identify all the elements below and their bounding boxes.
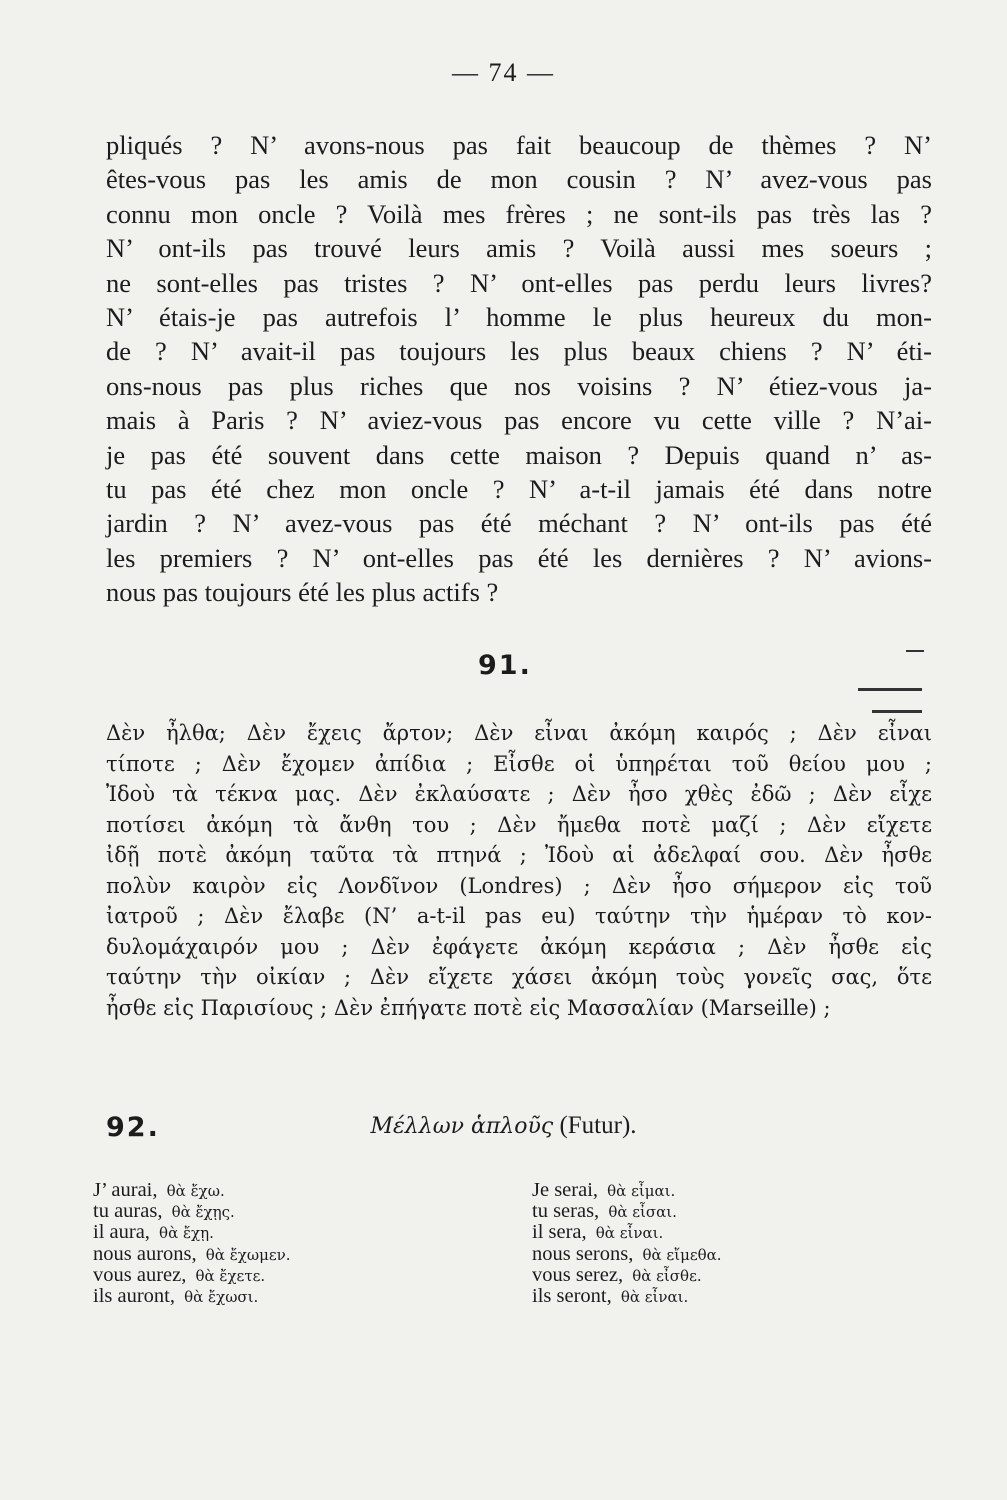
text-line: N’ étais-je pas autrefois l’ homme le plus heureux du mon- — [106, 301, 932, 332]
french-exercise-paragraph — [106, 128, 932, 609]
text-line: connu mon oncle ? Voilà mes frères ; ne sont-ils pas très las ? — [106, 198, 932, 229]
text-line: ἰδῇ ποτὲ ἀκόμη ταῦτα τὰ πτηνά ; Ἰδοὺ αἱ ἀδελφαί σου. Δὲν ἦσθε — [106, 843, 932, 867]
conjugation-row — [93, 1265, 290, 1286]
french-form: il sera, — [532, 1221, 587, 1244]
conjugation-etre — [532, 1180, 722, 1307]
greek-form: θὰ ἔχετε. — [195, 1266, 266, 1285]
french-form: ils auront, — [93, 1284, 175, 1307]
french-form: ils seront, — [532, 1284, 612, 1307]
greek-form: θὰ εἶναι. — [620, 1287, 689, 1306]
conjugation-row — [93, 1180, 290, 1201]
french-form: vous aurez, — [93, 1263, 187, 1286]
text-line: ποτίσει ἀκόμη τὰ ἄνθη του ; Δὲν ἤμεθα ποτὲ μαζί ; Δὲν εἴχετε — [106, 812, 932, 837]
greek-form: θὰ ἔχωμεν. — [205, 1245, 291, 1264]
greek-form: θὰ εἶμαι. — [607, 1182, 676, 1200]
text-line: mais à Paris ? N’ aviez-vous pas encore vu cette ville ? N’ai- — [106, 405, 932, 436]
conjugation-row — [532, 1180, 722, 1201]
text-line: ἰατροῦ ; Δὲν ἔλαβε (N’ a-t-il pas eu) ταύτην τὴν ἡμέραν τὸ κον- — [106, 904, 932, 928]
margin-mark — [872, 710, 922, 713]
margin-mark — [858, 688, 922, 691]
conjugation-row — [532, 1286, 722, 1307]
section-91-number: 91. — [478, 650, 532, 681]
conjugation-avoir — [93, 1180, 290, 1307]
conjugation-row — [93, 1244, 290, 1265]
future-title-greek: Μέλλων ἁπλοῦς — [370, 1114, 554, 1139]
greek-form: θὰ εἶσθε. — [632, 1266, 702, 1285]
text-line: les premiers ? N’ ont-elles pas été les dernières ? N’ avions- — [106, 542, 932, 573]
text-line: δυλομάχαιρόν μου ; Δὲν ἐφάγετε ἀκόμη κεράσια ; Δὲν ἦσθε εἰς — [106, 934, 932, 959]
conjugation-row — [532, 1222, 722, 1243]
french-form: J’ aurai, — [93, 1179, 158, 1201]
conjugation-row — [532, 1265, 722, 1286]
text-line: jardin ? N’ avez-vous pas été méchant ? N’ ont-ils pas été — [106, 508, 932, 539]
conjugation-row — [93, 1201, 290, 1222]
french-form: nous aurons, — [93, 1242, 197, 1265]
conjugation-row — [93, 1286, 290, 1307]
section-92-title — [0, 1112, 1007, 1140]
french-form: Je serai, — [532, 1179, 599, 1201]
greek-form: θὰ ἔχῃ. — [159, 1224, 214, 1243]
french-form: tu seras, — [532, 1200, 600, 1223]
text-line: ταύτην τὴν οἰκίαν ; Δὲν εἴχετε χάσει ἀκόμη τοὺς γονεῖς σας, ὅτε — [106, 965, 932, 989]
text-line: Δὲν ἦλθα; Δὲν ἔχεις ἄρτον; Δὲν εἶναι ἀκόμη καιρός ; Δὲν εἶναι — [106, 721, 932, 745]
text-line: je pas été souvent dans cette maison ? Depuis quand n’ as- — [106, 439, 932, 470]
french-form: il aura, — [93, 1221, 150, 1244]
french-form: tu auras, — [93, 1200, 163, 1223]
french-form: vous serez, — [532, 1263, 624, 1286]
conjugation-row — [93, 1222, 290, 1243]
greek-form: θὰ ἔχῃς. — [171, 1203, 235, 1222]
text-line: nous pas toujours été les plus actifs ? — [106, 577, 499, 608]
text-line: de ? N’ avait-il pas toujours les plus beaux chiens ? N’ éti- — [106, 336, 932, 367]
french-form: nous serons, — [532, 1242, 634, 1265]
greek-form: θὰ εἶναι. — [595, 1224, 664, 1243]
text-line: êtes-vous pas les amis de mon cousin ? N’ avez-vous pas — [106, 164, 932, 195]
greek-exercise-paragraph — [106, 718, 932, 1023]
text-line: ἦσθε εἰς Παρισίους ; Δὲν ἐπήγατε ποτὲ εἰς Μασσαλίαν (Marseille) ; — [106, 995, 831, 1020]
text-line: πολὺν καιρὸν εἰς Λονδῖνον (Londres) ; Δὲν ἦσο σήμερον εἰς τοῦ — [106, 873, 932, 898]
text-line: tu pas été chez mon oncle ? N’ a-t-il jamais été dans notre — [106, 473, 932, 504]
future-title-french: (Futur). — [559, 1112, 637, 1139]
greek-form: θὰ εἴμεθα. — [642, 1245, 722, 1264]
page-number: — 74 — — [452, 58, 555, 87]
margin-mark — [906, 650, 924, 652]
text-line: N’ ont-ils pas trouvé leurs amis ? Voilà aussi mes soeurs ; — [106, 233, 932, 264]
text-line: pliqués ? N’ avons-nous pas fait beaucoup de thèmes ? N’ — [106, 130, 932, 160]
greek-form: θὰ ἔχωσι. — [184, 1287, 259, 1306]
section-92-number: 92. — [106, 1112, 160, 1143]
greek-form: θὰ ἔχω. — [166, 1182, 225, 1200]
text-line: ons-nous pas plus riches que nos voisins ? N’ étiez-vous ja- — [106, 370, 932, 401]
text-line: ne sont-elles pas tristes ? N’ ont-elles pas perdu leurs livres? — [106, 267, 932, 298]
greek-form: θὰ εἶσαι. — [608, 1203, 677, 1222]
text-line: Ἰδοὺ τὰ τέκνα μας. Δὲν ἐκλαύσατε ; Δὲν ἦσο χθὲς ἐδῶ ; Δὲν εἶχε — [106, 782, 932, 806]
conjugation-row — [532, 1201, 722, 1222]
conjugation-row — [532, 1244, 722, 1265]
text-line: τίποτε ; Δὲν ἔχομεν ἀπίδια ; Εἶσθε οἱ ὑπηρέται τοῦ θείου μου ; — [106, 751, 932, 776]
